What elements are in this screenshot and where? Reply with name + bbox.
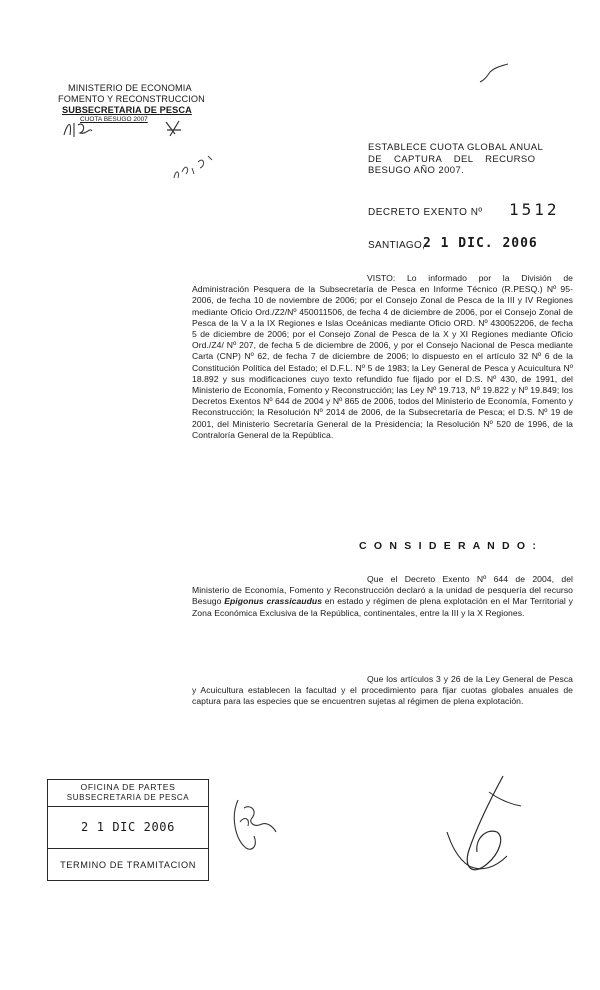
decree-subject (368, 142, 568, 177)
subject-line3: BESUGO AÑO 2007. (368, 165, 465, 176)
considerando-paragraph-2 (192, 674, 573, 708)
handwritten-note-icon (170, 148, 218, 184)
subsecretaria-name: SUBSECRETARIA DE PESCA (62, 105, 192, 115)
ministry-name-line2: FOMENTO Y RECONSTRUCCION (58, 94, 205, 104)
initials-mark-icon (163, 118, 185, 140)
place-label: SANTIAGO, (368, 240, 426, 251)
stamp-divider-bottom (48, 848, 208, 849)
stamp-office-line: OFICINA DE PARTES (80, 782, 176, 792)
subject-line1: ESTABLECE CUOTA GLOBAL ANUAL (368, 142, 544, 153)
species-name: Epigonus crassicaudus (224, 596, 323, 607)
visto-text: Lo informado por la División de Administración Pesquera de la Subsecretaría de Pesca en Informe Técnico (R.PESQ.) Nº 95-2006, de fecha 10 de noviembre de 2006; por el Consejo Zonal de Pesca de la III y IV Regiones mediante Oficio Ord./Z2/Nº 450011506, de fecha 4 de diciembre de 2006, por el Consejo Zonal de Pesca de la V a la IX Regiones e Islas Oceánicas mediante Oficio ORD. Nº 430052206, de fecha 5 de diciembre de 2006; por el Consejo Zonal de Pesca de la X y XI Regiones mediante Oficio Ord./Z4/ Nº 207, de fecha 5 de diciembre de 2006, y por el Consejo Nacional de Pesca mediante Carta (CNP) Nº 62, de fecha 7 de diciembre de 2006; lo dispuesto en el artículo 32 Nº 6 de la Constitución Política del Estado; el D.F.L. Nº 5 de 1983; la Ley General de Pesca y Acuicultura Nº 18.892 y sus modificaciones cuyo texto refundido fue fijado por el D.S. Nº 430, de 1991, del Ministerio de Economía, Fomento y Reconstrucción; las Ley Nº 19.713, Nº 19.822 y Nº 19.849; los Decretos Exentos Nº 644 de 2004 y Nº 865 de 2006, todos del Ministerio de Economía, Fomento y Reconstrucción; la Resolución Nº 2014 de 2006, de la Subsecretaría de Pesca; el D.S. Nº 19 de 2001, del Ministerio Secretaría General de la Presidencia; la Resolución Nº 520 de 1996, de la Contraloría General de la República. (192, 273, 573, 440)
signature-left-icon (228, 788, 284, 854)
check-mark-icon (478, 60, 510, 86)
signature-right-icon (433, 772, 533, 882)
considerando-p1-before: Que el Decreto Exento Nº 644 de 2004, del Ministerio de Economía, Fomento y Reconstrucción declaró a la unidad de pesquería del recurso Besugo (192, 574, 573, 607)
ministry-name-line1: MINISTERIO DE ECONOMIA (68, 83, 192, 93)
decree-date: 2 1 DIC. 2006 (423, 236, 538, 251)
decree-label: DECRETO EXENTO Nº (368, 207, 483, 218)
stamp-subsecretaria-line: SUBSECRETARIA DE PESCA (66, 793, 190, 802)
stamp-divider-top (48, 806, 208, 807)
initials-signature-icon (62, 117, 102, 139)
visto-paragraph (192, 273, 573, 441)
considerando-p1-after: en estado y régimen de plena explotación en el Mar Territorial y Zona Económica Exclusiva de la República, continentales, entre la III y la X Regiones. (192, 596, 573, 618)
visto-lead: VISTO: (367, 273, 396, 283)
subject-line2: DE CAPTURA DEL RECURSO (368, 153, 536, 165)
reference-code: CUOTA BESUGO 2007 (80, 116, 148, 123)
decree-number: 1512 (509, 200, 560, 219)
stamp-date: 2 1 DIC 2006 (81, 820, 175, 834)
oficina-partes-stamp (47, 779, 209, 881)
stamp-termino-line: TERMINO DE TRAMITACION (60, 860, 196, 870)
considerando-p2: Que los artículos 3 y 26 de la Ley General de Pesca y Acuicultura establecen la facultad y el procedimiento para fijar cuotas globales anuales de captura para las especies que se encuentren sujetas al régimen de plena explotación. (192, 674, 573, 707)
considerando-title: C O N S I D E R A N D O : (359, 540, 539, 552)
considerando-paragraph-1 (192, 574, 573, 619)
